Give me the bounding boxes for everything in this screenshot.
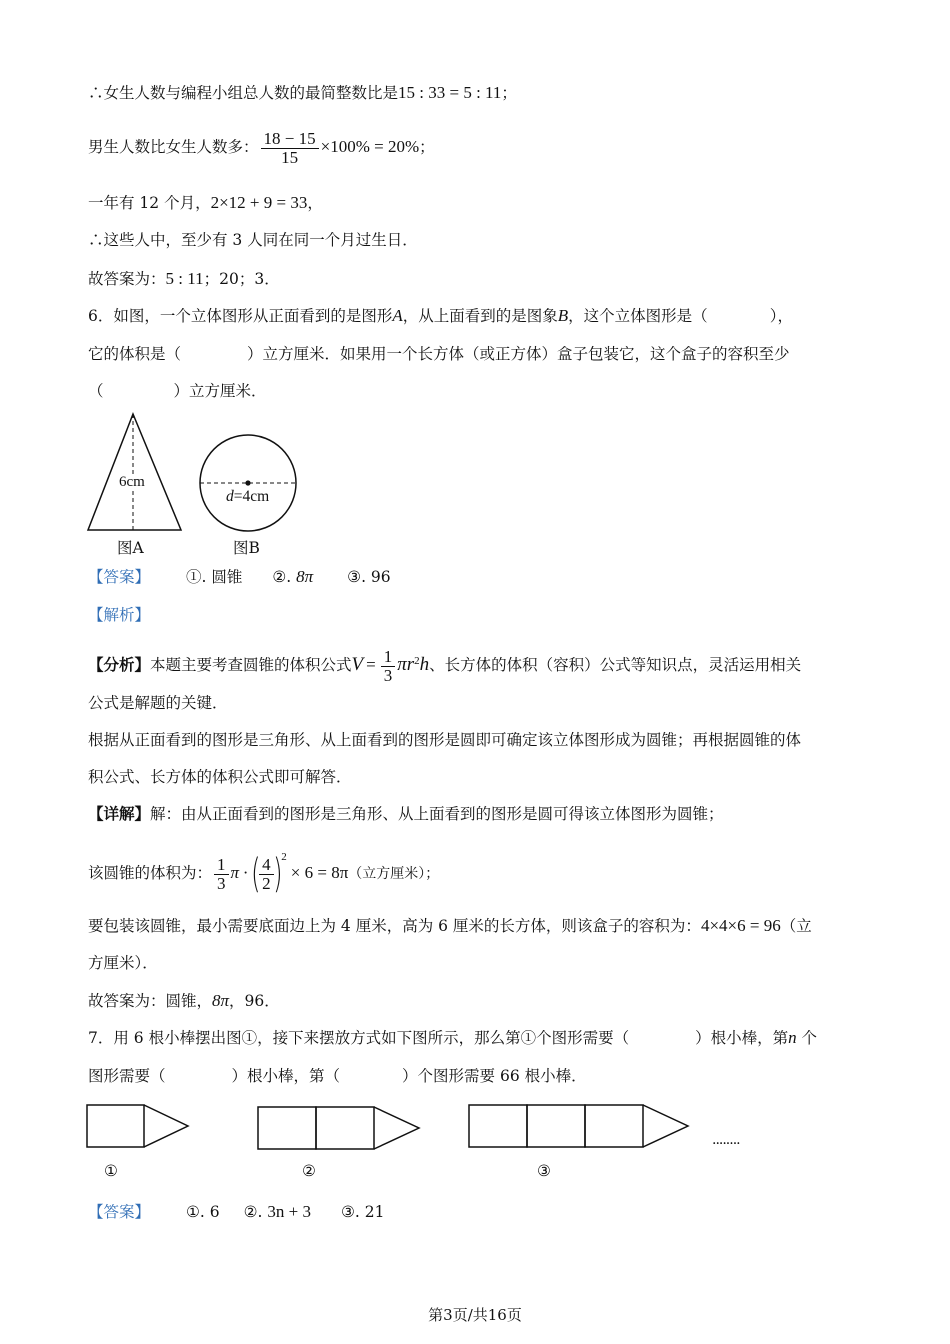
square [258, 1107, 316, 1149]
answer-2-label: ②. [272, 568, 292, 586]
q6-box-line2: 方厘米）． [88, 954, 158, 972]
text: 解：由从正面看到的图形是三角形、从上面看到的图形是圆可得该立体图形为圆锥； [150, 805, 724, 823]
square [527, 1105, 585, 1147]
text: ， [307, 194, 323, 212]
text: （立方厘米）； [348, 866, 440, 883]
text: 它的体积是（ [88, 345, 182, 363]
text: 该圆锥的体积为： [88, 864, 213, 883]
fraction-four-halves [259, 856, 274, 893]
text: ）立方厘米． [173, 382, 267, 400]
answer-3: ③. 21 [341, 1203, 385, 1221]
text: 一年有 12 个月， [88, 194, 211, 212]
answer-2: 3n + 3 [267, 1202, 311, 1221]
text: ； [501, 84, 517, 102]
text: （立 [780, 917, 812, 935]
var-A: A [392, 306, 403, 325]
numerator: 4 [259, 856, 274, 875]
center-dot [245, 480, 250, 485]
q6-xiangjie [88, 803, 724, 825]
text: ；20；3． [203, 270, 280, 288]
square [316, 1107, 374, 1149]
square [585, 1105, 643, 1147]
text: ）， [769, 307, 793, 325]
text: ）根小棒，第（ [231, 1067, 341, 1085]
triangle-cap [144, 1105, 188, 1147]
math: ×100% = 20% [320, 137, 420, 156]
math: π · [230, 863, 248, 883]
text: 6．如图，一个立体图形从正面看到的是图形 [88, 307, 393, 325]
math: 5 : 11 [165, 269, 204, 288]
text: 男生人数比女生人数多： [88, 138, 259, 156]
answer-1: ①. 圆锥 [186, 568, 243, 586]
square [469, 1105, 527, 1147]
fraction [261, 130, 319, 167]
triangle-shape [88, 414, 181, 530]
math: 4×4×6 = 96 [700, 916, 781, 935]
denominator: 2 [262, 873, 271, 893]
var-h: h [419, 654, 430, 676]
square [87, 1105, 144, 1147]
answer-tag: 【答案】 [88, 1203, 151, 1221]
figure-a-caption: 图A [117, 539, 144, 557]
q6-line2 [88, 343, 790, 365]
left-paren: ( [250, 851, 261, 898]
math: = [366, 655, 376, 675]
figure-b-diameter-label [226, 488, 269, 506]
triangle-cap [374, 1107, 419, 1149]
figure-3-label: ③ [537, 1162, 551, 1180]
stick-figure-2 [257, 1106, 423, 1152]
q6-answer [88, 566, 391, 588]
text: 7．用 6 根小棒摆出图①，接下来摆放方式如下图所示，那么第①个图形需要（ [88, 1029, 630, 1047]
fraction-one-third [214, 856, 229, 893]
text: 要包装该圆锥，最小需要底面边上为 4 厘米，高为 6 厘米的长方体，则该盒子的容积为： [88, 917, 701, 935]
math: 8π [212, 991, 230, 1010]
analysis-tag: 【解析】 [88, 606, 151, 624]
q6-fenxi-line2: 公式是解题的关键． [88, 694, 228, 712]
var-B: B [557, 306, 569, 325]
text: 本题主要考查圆锥的体积公式 [150, 656, 352, 675]
q7-line1 [88, 1027, 817, 1049]
denominator: 3 [217, 873, 226, 893]
text: ，96． [229, 992, 280, 1010]
q6-para2: 积公式、长方体的体积公式即可解答． [88, 768, 352, 786]
text: ，从上面看到的是图象 [402, 307, 558, 325]
denominator: 15 [281, 147, 299, 167]
q6-line1 [88, 305, 793, 327]
answer-2-label: ②. [243, 1203, 263, 1221]
xiangjie-tag: 【详解】 [88, 804, 151, 823]
math: 2×12 + 9 = 33 [210, 193, 308, 212]
answer-1: ①. 6 [186, 1203, 220, 1221]
line-ratio [88, 82, 517, 104]
text: 图形需要（ [88, 1067, 166, 1085]
exponent: 2 [281, 851, 287, 863]
q6-volume [88, 846, 439, 897]
numerator: 1 [381, 648, 396, 667]
text: 个 [796, 1029, 818, 1047]
fenxi-tag: 【分析】 [88, 655, 151, 675]
figure-1-label: ① [104, 1162, 118, 1180]
text: ）根小棒，第 [695, 1029, 789, 1047]
math: 15 : 33 = 5 : 11 [398, 83, 502, 102]
q7-line2 [88, 1065, 587, 1087]
page-footer: 第3页/共16页 [428, 1306, 522, 1324]
text: =4cm [233, 488, 270, 505]
text: 故答案为： [88, 270, 166, 288]
figure-a-height-label: 6cm [119, 474, 145, 490]
figure-2-label: ② [302, 1162, 316, 1180]
q7-answer [88, 1201, 384, 1223]
var-d: d [226, 488, 234, 505]
text: （ [88, 382, 104, 400]
math: πr [397, 654, 415, 676]
q6-box [88, 915, 812, 937]
triangle-cap [643, 1105, 688, 1147]
line-percent [88, 128, 435, 167]
figure-b-caption: 图B [233, 539, 260, 557]
right-paren: ) [272, 851, 283, 898]
exponent: 2 [414, 655, 420, 667]
continuation-dots: ........ [712, 1132, 740, 1148]
line-months [88, 192, 323, 214]
text: 故答案为：圆锥， [88, 992, 213, 1010]
q6-line3 [88, 380, 267, 402]
line-conclusion: ∴这些人中，至少有 3 人同在同一个月过生日． [88, 231, 418, 249]
q6-final [88, 990, 280, 1012]
answer-2: 8π [296, 567, 314, 586]
stick-figure-3 [468, 1104, 692, 1150]
text: ）立方厘米．如果用一个长方体（或正方体）盒子包装它，这个盒子的容积至少 [247, 345, 790, 363]
q6-para1: 根据从正面看到的图形是三角形、从上面看到的图形是圆即可确定该立体图形成为圆锥；再根据圆锥的体 [88, 731, 802, 749]
answer-3: ③. 96 [347, 568, 391, 586]
fraction-one-third [381, 648, 396, 685]
numerator: 1 [214, 856, 229, 875]
answer-tag: 【答案】 [88, 568, 151, 586]
stick-figure-1 [86, 1104, 192, 1150]
text: ）个图形需要 66 根小棒． [402, 1067, 587, 1085]
var-V: V [351, 654, 364, 676]
numerator: 18 − 15 [261, 130, 319, 149]
q6-fenxi [88, 642, 801, 685]
text: ； [419, 138, 435, 156]
text: ∴女生人数与编程小组总人数的最简整数比是 [88, 84, 399, 102]
line-answer-5 [88, 268, 280, 290]
var-n: n [788, 1028, 797, 1047]
text: ，这个立体图形是（ [568, 307, 708, 325]
math: × 6 = 8π [290, 863, 349, 883]
figure-b-circle [198, 434, 300, 534]
denominator: 3 [383, 665, 393, 685]
text: 、长方体的体积（容积）公式等知识点，灵活运用相关 [429, 656, 802, 675]
